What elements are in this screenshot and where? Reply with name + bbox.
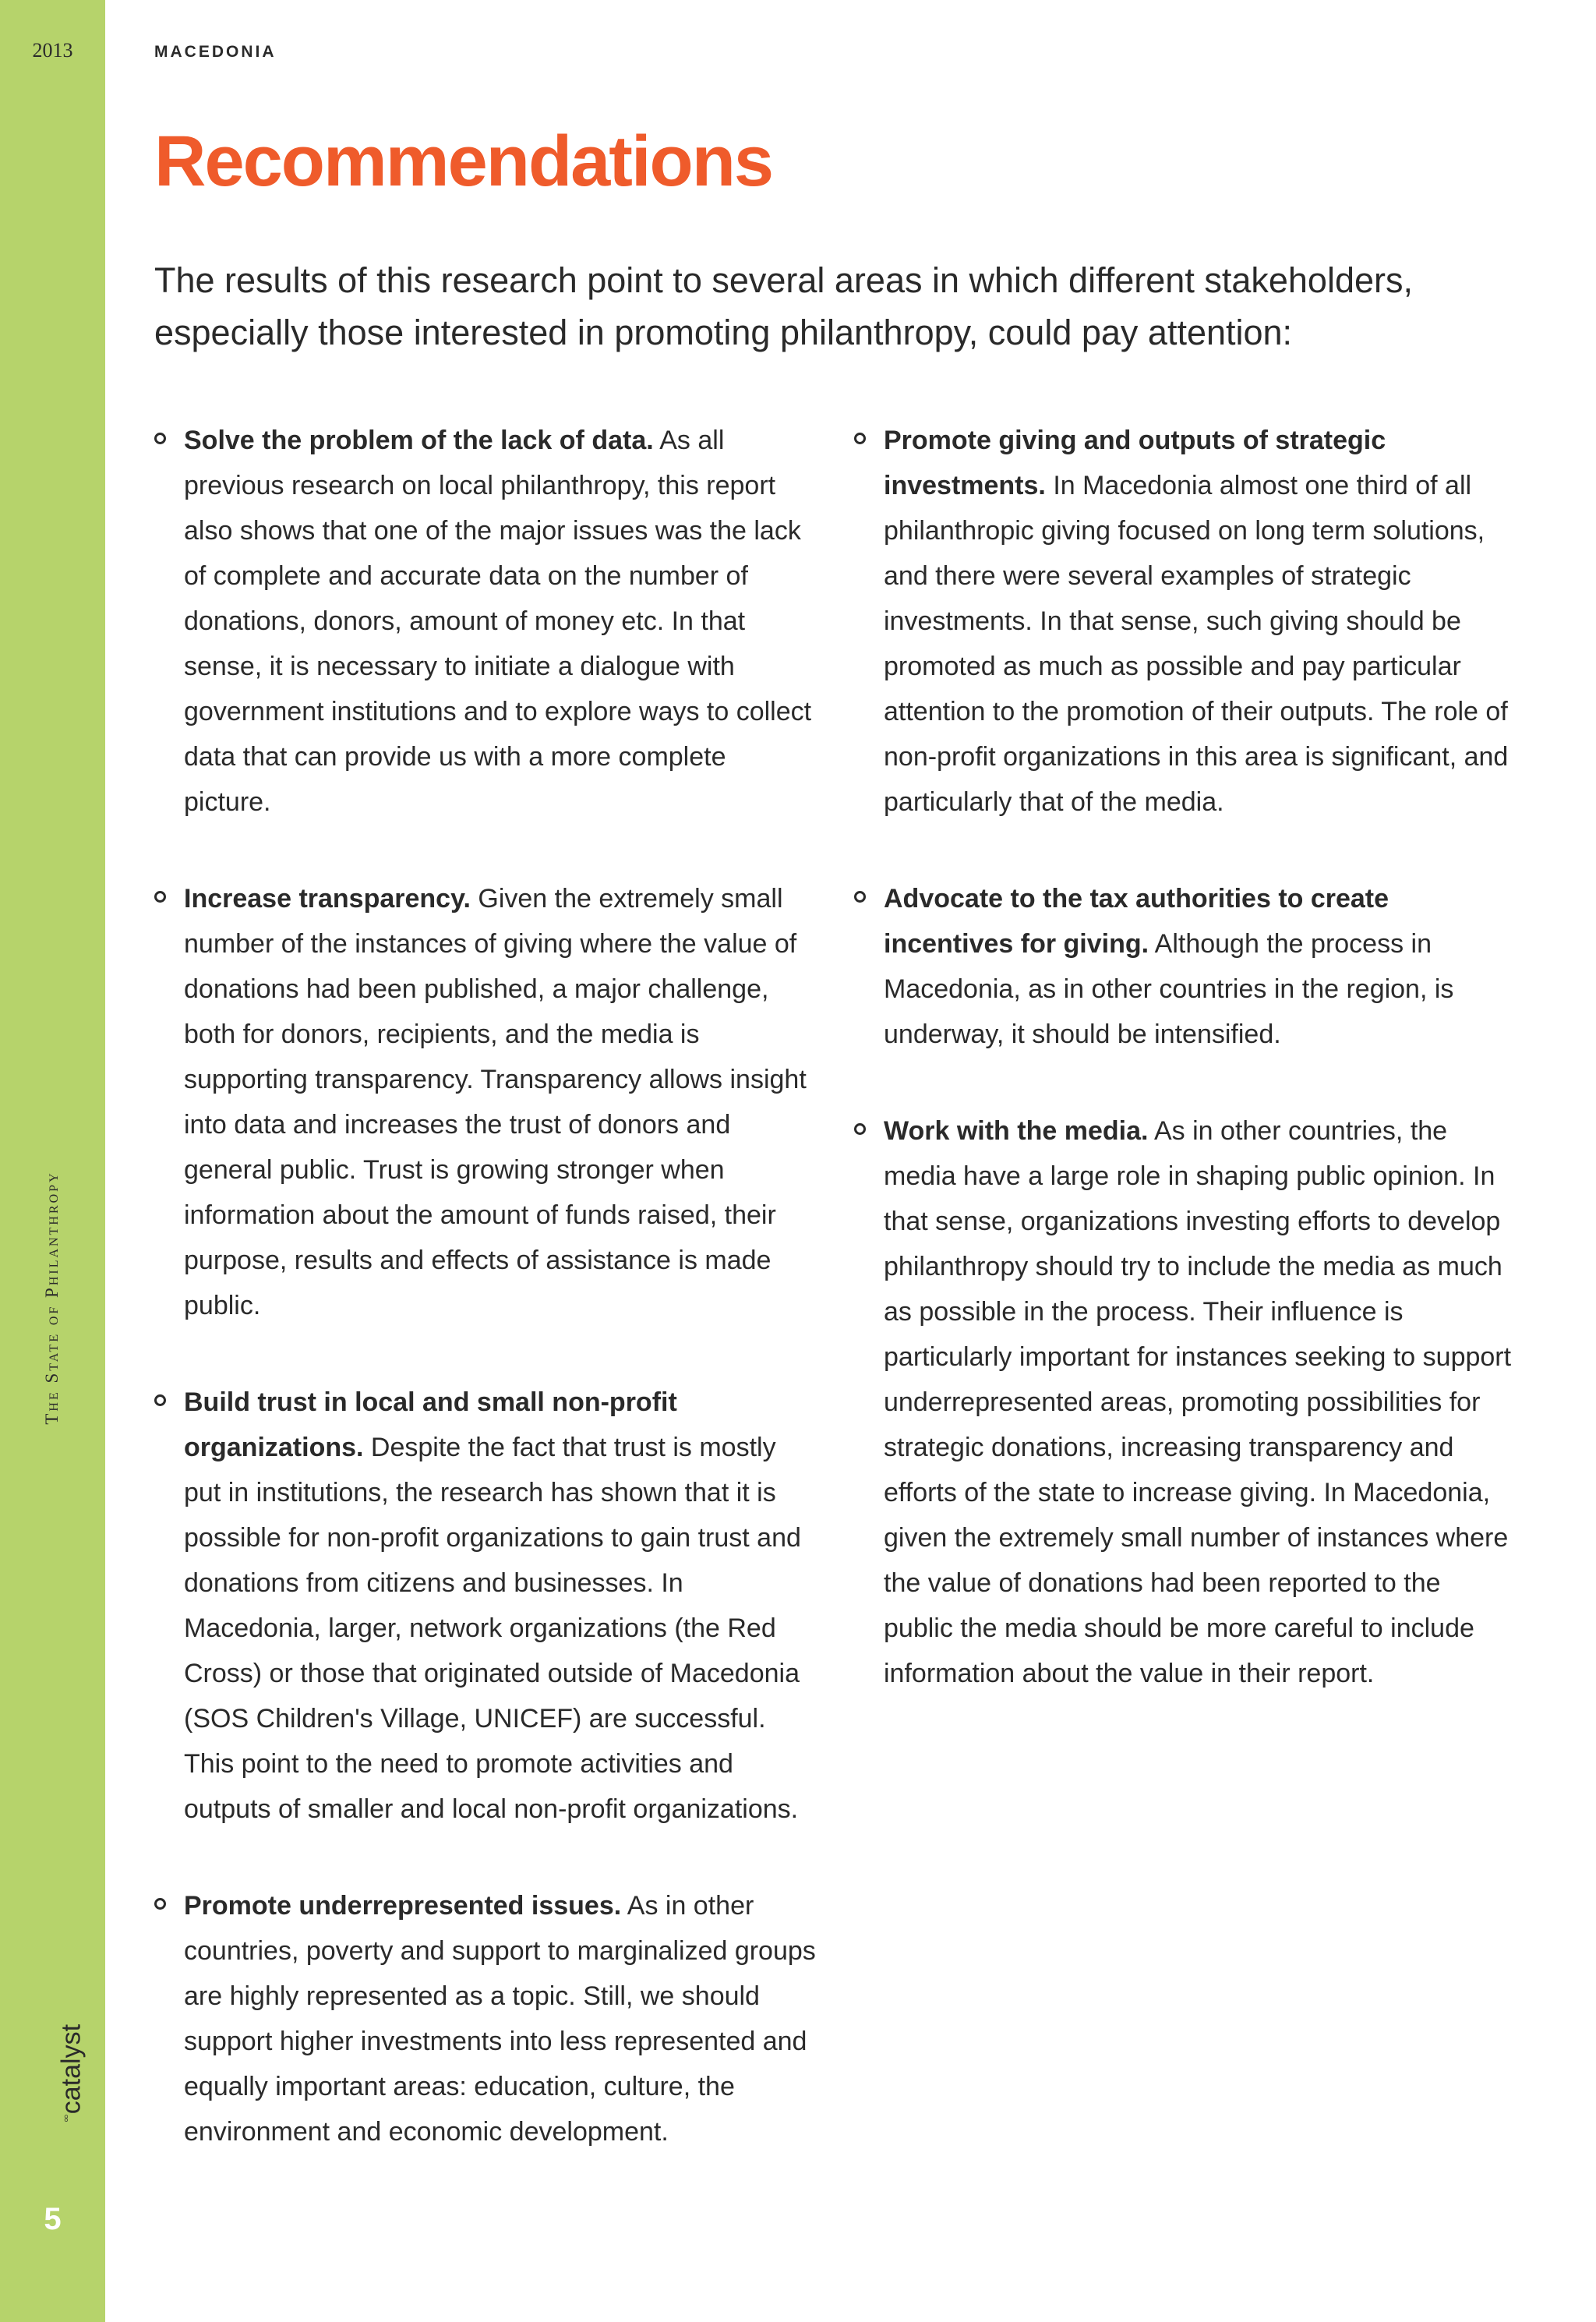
publication-title: The State of Philanthropy (42, 1171, 62, 1425)
recommendation-text: Although the process in Macedonia, as in other countries in the region, is underway, it should be intensified. (884, 929, 1454, 1049)
logo-circles-icon: ◦◦ (58, 2115, 74, 2123)
recommendation-text: In Macedonia almost one third of all philanthropic giving focused on long term solutions, and there were several examples of strategic investments. In that sense, such giving should be promoted as much as possible and pay particular attention to the promotion of their outputs. The role of non-profit organizations in this area is significant, and particularly that of the media. (884, 471, 1509, 817)
recommendation-title: Advocate to the tax authorities to create incentives for giving. (884, 884, 1389, 959)
left-column (154, 418, 817, 2206)
recommendation-title: Promote underrepresented issues. (184, 1891, 622, 1921)
bullet-icon (154, 1898, 166, 1910)
recommendation-item (854, 418, 1517, 825)
year-label: 2013 (32, 39, 73, 62)
bullet-icon (854, 1123, 866, 1135)
recommendation-title: Work with the media. (884, 1116, 1149, 1146)
intro-paragraph: The results of this research point to several areas in which different stakeholders, especially those interested in promoting philanthropy, could pay attention: (154, 260, 1413, 352)
recommendation-title: Build trust in local and small non-profit organizations. (184, 1387, 677, 1462)
recommendation-text: As all previous research on local philanthropy, this report also shows that one of the major issues was the lack of complete and accurate data on the number of donations, donors, amount of money etc. In that sense, it is necessary to initiate a dialogue with government institutions and to explore ways to collect data that can provide us with a more complete picture. (184, 426, 812, 817)
recommendation-text: Given the extremely small number of the instances of giving where the value of donations had been published, a major challenge, both for donors, recipients, and the media is supporting transparency. Transparency allows insight into data and increases the trust of donors and general public. Trust is growing stronger when information about the amount of funds raised, their purpose, results and effects of assistance is made public. (184, 884, 807, 1320)
recommendation-item (854, 876, 1517, 1057)
recommendation-item (854, 1108, 1517, 1696)
page-title: Recommendations (154, 122, 773, 201)
bullet-icon (154, 891, 166, 903)
section-label: MACEDONIA (154, 43, 277, 61)
recommendation-item (154, 1883, 817, 2154)
page-number: 5 (44, 2202, 62, 2236)
bullet-icon (154, 1394, 166, 1406)
recommendation-title: Increase transparency. (184, 884, 471, 914)
bullet-icon (154, 433, 166, 444)
recommendation-item (154, 418, 817, 825)
catalyst-logo (57, 2024, 87, 2122)
bullet-icon (854, 891, 866, 903)
recommendation-item (154, 876, 817, 1328)
sidebar (0, 0, 105, 2322)
recommendation-item (154, 1380, 817, 1832)
recommendation-title: Solve the problem of the lack of data. (184, 426, 654, 455)
recommendation-title: Promote giving and outputs of strategic investments. (884, 426, 1386, 500)
recommendation-text: As in other countries, poverty and support to marginalized groups are highly represented as a topic. Still, we should support higher investments into less represented and equally important areas: education, culture, the environment and economic development. (184, 1891, 816, 2147)
bullet-icon (854, 433, 866, 444)
logo-text: catalyst (56, 2023, 87, 2115)
recommendation-text: As in other countries, the media have a large role in shaping public opinion. In that sense, organizations investing efforts to develop philanthropy should try to include the media as much as possible in the process. Their influence is particularly important for instances seeking to support underrepresented areas, promoting possibilities for strategic donations, increasing transparency and efforts of the state to increase giving. In Macedonia, given the extremely small number of instances where the value of donations had been reported to the public the media should be more careful to include information about the value in their report. (884, 1116, 1512, 1688)
right-column (854, 418, 1517, 1748)
recommendation-text: Despite the fact that trust is mostly put in institutions, the research has shown that it is possible for non-profit organizations to gain trust and donations from citizens and businesses. In Macedonia, larger, network organizations (the Red Cross) or those that originated outside of Macedonia (SOS Children's Village, UNICEF) are successful. This point to the need to promote activities and outputs of smaller and local non-profit organizations. (184, 1433, 801, 1824)
